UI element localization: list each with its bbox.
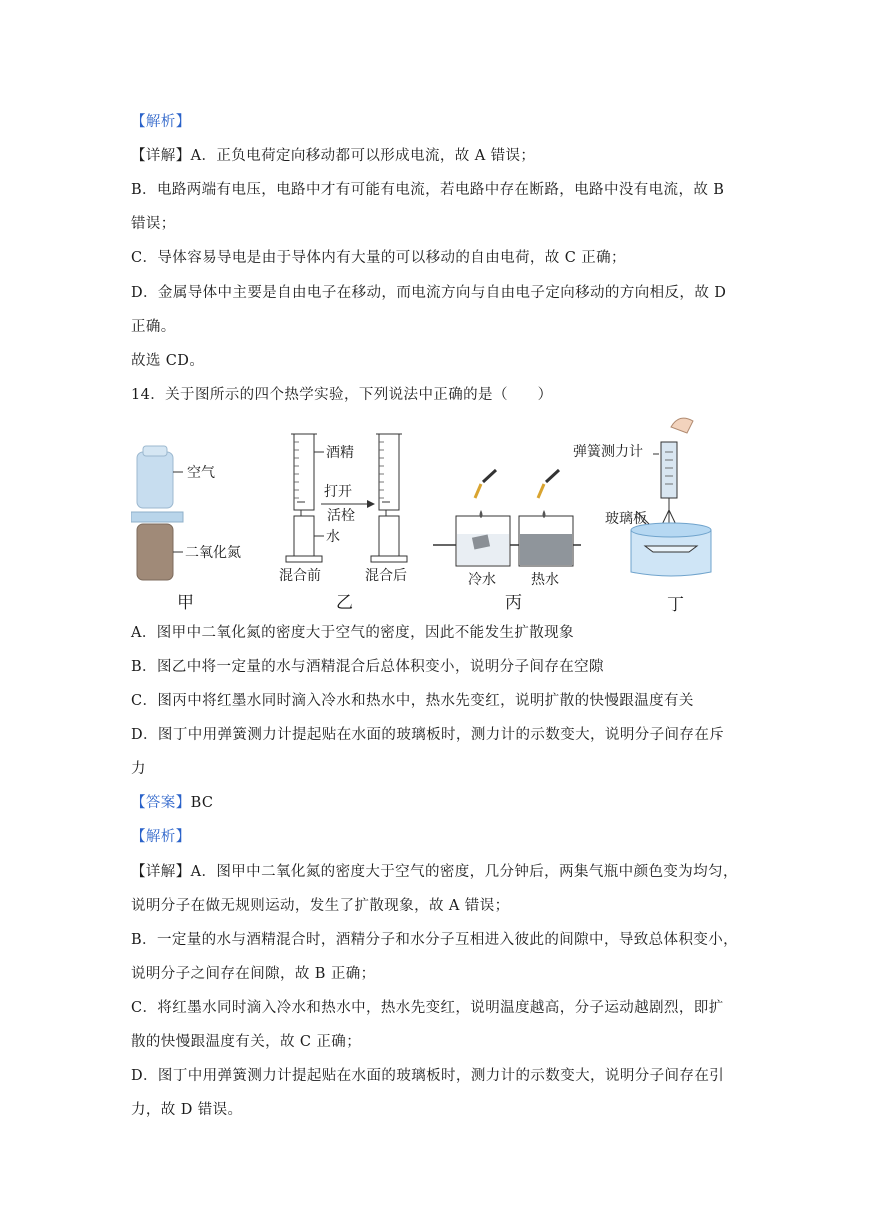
answer-line: 【答案】BC: [131, 795, 214, 811]
label-air: 空气: [187, 465, 215, 481]
text-line: C．导体容易导电是由于导体内有大量的可以移动的自由电荷，故 C 正确；: [131, 250, 626, 266]
text-line: D．图丁中用弹簧测力计提起贴在水面的玻璃板时，测力计的示数变大，说明分子间存在引: [131, 1068, 725, 1084]
option-b: B．图乙中将一定量的水与酒精混合后总体积变小，说明分子间存在空隙: [131, 659, 604, 675]
text-line: 说明分子之间存在间隙，故 B 正确；: [131, 966, 376, 982]
text-line: 【详解】A．正负电荷定向移动都可以形成电流，故 A 错误；: [131, 148, 536, 164]
label-hot-water: 热水: [531, 572, 559, 588]
caption-bing: 丙: [505, 593, 522, 613]
label-spring-scale: 弹簧测力计: [573, 444, 643, 460]
label-before-mixing: 混合前: [279, 568, 321, 584]
caption-jia: 甲: [177, 593, 194, 613]
label-after-mixing: 混合后: [365, 568, 407, 584]
option-a: A．图甲中二氧化氮的密度大于空气的密度，因此不能发生扩散现象: [131, 625, 574, 641]
text-line: 【详解】A．图甲中二氧化氮的密度大于空气的密度，几分钟后，两集气瓶中颜色变为均匀，: [131, 864, 738, 880]
text-line: 正确。: [131, 319, 176, 335]
option-d-cont: 力: [131, 761, 146, 777]
label-water: 水: [326, 529, 340, 545]
spring-scale-illustration: [573, 418, 711, 615]
question-stem: 14．关于图所示的四个热学实验，下列说法中正确的是（ ）: [131, 387, 553, 403]
label-open: 打开: [324, 484, 352, 500]
text-line: 力，故 D 错误。: [131, 1102, 243, 1118]
section-label-analysis: 【解析】: [131, 829, 191, 845]
mixing-tubes-illustration: [279, 434, 407, 613]
text-line: 错误；: [131, 216, 176, 232]
text-line: 散的快慢跟温度有关，故 C 正确；: [131, 1034, 362, 1050]
caption-ding: 丁: [667, 595, 684, 615]
label-glass-plate: 玻璃板: [605, 511, 647, 527]
label-nitrogen-dioxide: 二氧化氮: [185, 545, 241, 561]
caption-yi: 乙: [336, 593, 353, 613]
label-cold-water: 冷水: [468, 572, 496, 588]
experiment-figure: [131, 412, 731, 617]
diffusion-jars-illustration: [131, 446, 241, 613]
label-alcohol: 酒精: [326, 445, 354, 461]
text-line: C．将红墨水同时滴入冷水和热水中，热水先变红，说明温度越高，分子运动越剧烈，即扩: [131, 1000, 724, 1016]
text-line: B．电路两端有电压，电路中才有可能有电流，若电路中存在断路，电路中没有电流，故 B: [131, 182, 725, 198]
text-line: 说明分子在做无规则运动，发生了扩散现象，故 A 错误；: [131, 898, 510, 914]
option-c: C．图丙中将红墨水同时滴入冷水和热水中，热水先变红，说明扩散的快慢跟温度有关: [131, 693, 694, 709]
section-label-analysis: 【解析】: [131, 114, 191, 130]
text-line: D．金属导体中主要是自由电子在移动，而电流方向与自由电子定向移动的方向相反，故 D: [131, 285, 727, 301]
label-stopcock: 活栓: [327, 508, 355, 524]
text-line: B．一定量的水与酒精混合时，酒精分子和水分子互相进入彼此的间隙中，导致总体积变小，: [131, 932, 739, 948]
option-d: D．图丁中用弹簧测力计提起贴在水面的玻璃板时，测力计的示数变大，说明分子间存在斥: [131, 727, 725, 743]
beakers-illustration: [433, 470, 581, 613]
text-line: 故选 CD。: [131, 353, 205, 369]
